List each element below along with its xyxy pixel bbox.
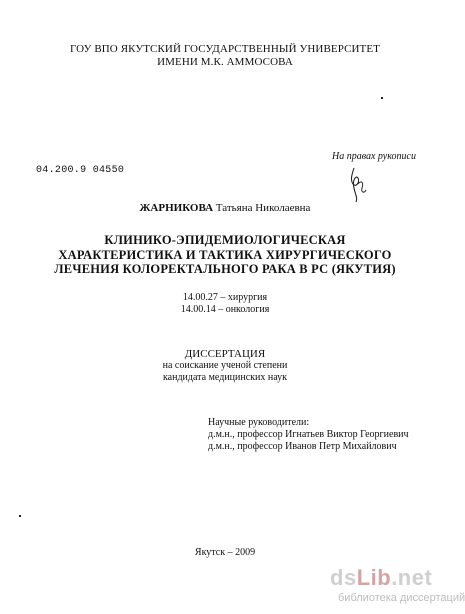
- logo-part-lib: Lib: [356, 565, 392, 590]
- degree-line-1: на соискание ученой степени: [162, 360, 288, 371]
- logo-part-net: .net: [391, 565, 433, 590]
- scan-speck: [381, 97, 383, 99]
- author-line: [0, 202, 450, 214]
- title-line-2: ХАРАКТЕРИСТИКА И ТАКТИКА ХИРУРГИЧЕСКОГО: [58, 247, 392, 262]
- supervisors-block: [208, 417, 409, 453]
- specialty-1: 14.00.27 – хирургия: [182, 292, 268, 303]
- institution-line-2: ИМЕНИ М.К. АММОСОВА: [157, 56, 293, 68]
- scan-speck: [19, 515, 21, 517]
- dissertation-heading: ДИССЕРТАЦИЯ: [184, 348, 266, 360]
- dslib-watermark[interactable]: [330, 565, 465, 609]
- institution-header: [0, 43, 450, 69]
- logo-part-ds: ds: [330, 565, 357, 590]
- supervisor-2: д.м.н., профессор Иванов Петр Михайлович: [208, 441, 397, 452]
- handwritten-signature: [346, 166, 368, 204]
- title-line-3: ЛЕЧЕНИЯ КОЛОРЕКТАЛЬНОГО РАКА В РС (ЯКУТИЯ): [54, 262, 396, 276]
- title-line-1: КЛИНИКО-ЭПИДЕМИОЛОГИЧЕСКАЯ: [104, 233, 346, 247]
- watermark-logo: [330, 565, 432, 591]
- specialty-2: 14.00.14 – онкология: [180, 304, 270, 315]
- rights-note: На правах рукописи: [332, 151, 416, 162]
- city-year: Якутск – 2009: [194, 547, 256, 558]
- author-surname: ЖАРНИКОВА: [139, 202, 214, 214]
- dissertation-title: [0, 233, 450, 277]
- specialty-codes: [0, 292, 450, 316]
- watermark-subtitle: библиотека диссертаций: [338, 592, 465, 604]
- degree-block: [0, 348, 450, 384]
- supervisor-1: д.м.н., профессор Игнатьев Виктор Георгиевич: [208, 429, 409, 440]
- institution-line-1: ГОУ ВПО ЯКУТСКИЙ ГОСУДАРСТВЕННЫЙ УНИВЕРСИТЕТ: [69, 43, 381, 55]
- supervisors-heading: Научные руководители:: [208, 417, 310, 428]
- catalog-code: 04.200.9 04550: [36, 165, 125, 176]
- degree-line-2: кандидата медицинских наук: [162, 372, 288, 383]
- author-given-names: Татьяна Николаевна: [215, 202, 311, 214]
